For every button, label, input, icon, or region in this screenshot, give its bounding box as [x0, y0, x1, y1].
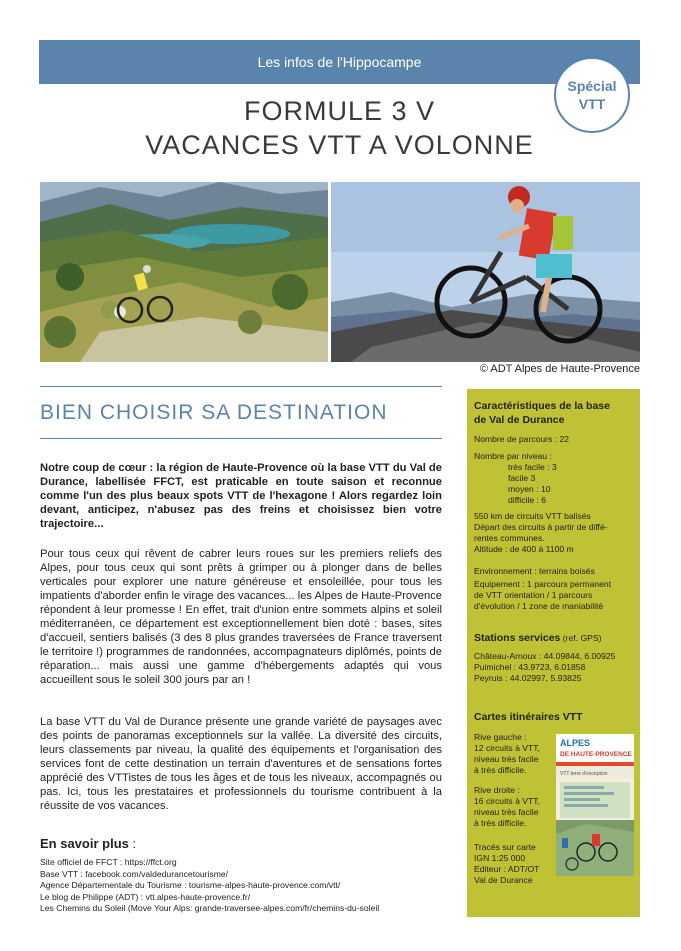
traces-line: Tracés sur carte [474, 842, 536, 852]
cartes-heading: Cartes itinéraires VTT [474, 711, 583, 723]
header-banner [39, 40, 640, 84]
station-item: Puimichel : 43.9723, 6.01858 [474, 662, 586, 672]
equipment-line-1: Equipement : 1 parcours permanent [474, 579, 612, 589]
stations-ref: (ref. GPS) [560, 633, 602, 643]
km-line-2: Départ des circuits à partir de diffé- [474, 522, 608, 532]
rider-on-rock-photo [331, 182, 640, 362]
station-item: Peyruis : 44.02997, 5.93825 [474, 673, 582, 683]
link-facebook[interactable]: Base VTT : facebook.com/valdedurancetourisme/ [40, 868, 229, 879]
more-info-colon: : [128, 836, 137, 851]
page-title-line-2: VACANCES VTT A VOLONNE [145, 130, 534, 160]
level-item: très facile : 3 [508, 462, 557, 472]
map-cover-subtitle: VTT terre d'exception [560, 771, 608, 777]
photo-credit: © ADT Alpes de Haute-Provence [479, 363, 640, 375]
traces-line: Val de Durance [474, 875, 533, 885]
rive-gauche-line: 12 circuits à VTT, [474, 743, 540, 753]
top-divider [40, 386, 442, 387]
stations-title: Stations services [474, 632, 561, 644]
levels-label: Nombre par niveau : [474, 451, 552, 461]
link-tourism-agency[interactable]: Agence Départementale du Tourisme : tourisme-alpes-haute-provence.com/vtt/ [40, 880, 341, 891]
level-item: difficile : 6 [508, 495, 547, 505]
intro-paragraph: Notre coup de cœur : la région de Haute-Provence où la base VTT du Val de Durance, labellisée FFCT, est praticable en toute saison et reconnue comme l'un des plus beaux spots VTT de l'hexagone ! Alors regardez loin devant, anticipez, n'abusez pas des freins et choisissez bien votre trajectoire... [40, 462, 442, 530]
traces-line: IGN 1:25 000 [474, 853, 526, 863]
km-line-3: rentes communes. [474, 533, 545, 543]
km-line-1: 550 km de circuits VTT balisés [474, 511, 591, 521]
link-philippe-blog[interactable]: Le blog de Philippe (ADT) : vtt.alpes-haute-provence.fr/ [40, 891, 251, 902]
sidebar-heading-line-2: de Val de Durance [474, 414, 565, 426]
more-info-title [40, 836, 136, 851]
badge-line-1: Spécial [567, 78, 617, 94]
rive-gauche-line: niveau très facile [474, 754, 539, 764]
rive-droite-line: niveau très facile [474, 807, 539, 817]
rive-droite-line: Rive droite : [474, 785, 520, 795]
link-ffct[interactable]: Site officiel de FFCT : https://ffct.org [40, 857, 177, 867]
equipment-line-3: d'évolution / 1 zone de maniabilité [474, 601, 604, 611]
stations-heading [474, 632, 601, 645]
body-paragraph-1: Pour tous ceux qui rêvent de cabrer leurs roues sur les premiers reliefs des Alpes, pour tous ceux qui sont prêts à grimper ou à plonger dans de belles verticales pour explorer une nature généreuse et ensoleillée, pour tous les impatients d'aborder enfin le virage des vacances... les Alpes de Haute-Provence répondent à leur promesse ! En effet, trait d'union entre sommets alpins et soleil méditerranéen, ce département est exceptionnellement bien doté : bases, sites d'accueil, sentiers balisés (3 des 8 plus grandes traversées de France traversent le territoire !) programmes de randonnées, accompagnateurs diplômés, points de réparation... mais aussi une gamme d'hébergements adaptés qui vous accueillent sous le soleil 300 jours par an ! [40, 548, 443, 686]
rive-droite-line: à très difficile. [474, 818, 527, 828]
level-item: facile 3 [508, 473, 536, 483]
badge-line-2: VTT [578, 96, 606, 112]
page-title-line-1: FORMULE 3 V [243, 96, 436, 126]
environment-line: Environnement : terrains boisés [474, 566, 595, 576]
landscape-cyclist-photo [40, 182, 328, 362]
section-title: BIEN CHOISIR SA DESTINATION [40, 401, 388, 424]
banner-text: Les infos de l'Hippocampe [257, 54, 422, 70]
more-info-label: En savoir plus [40, 836, 129, 851]
level-item: moyen : 10 [508, 484, 551, 494]
rive-droite-line: 16 circuits à VTT, [474, 796, 540, 806]
traces-line: Editeur : ADT/OT [474, 864, 540, 874]
bottom-divider [40, 438, 442, 439]
map-cover-brand-2: DE HAUTE-PROVENCE [560, 751, 632, 758]
sidebar-heading-line-1: Caractéristiques de la base [474, 400, 610, 412]
link-chemins-soleil[interactable]: Les Chemins du Soleil (Move Your Alps: grande-traversee-alpes.com/fr/chemins-du-soleil [40, 903, 380, 914]
map-cover-brand-1: ALPES [560, 738, 591, 748]
equipment-line-2: de VTT orientation / 1 parcours [474, 590, 593, 600]
rive-gauche-line: Rive gauche : [474, 732, 527, 742]
parcours-count: Nombre de parcours : 22 [474, 434, 570, 444]
altitude-line: Altitude : de 400 à 1100 m [474, 544, 574, 554]
map-cover-image [556, 734, 634, 876]
body-paragraph-2: La base VTT du Val de Durance présente une grande variété de paysages avec des points de panoramas exceptionnels sur la vallée. La diversité des circuits, leurs classements par niveau, la qualité des équipements et l'organisation des services font de cette destination un terrain d'aventures et de sensations fortes apprécié des VTTistes de tous les âges et de tous les niveaux, accompagnés ou pas. Ici, tous les prestataires et professionnels du tourisme contribuent à la réussite de vos vacances. [40, 716, 442, 812]
links-list [40, 857, 379, 915]
station-item: Château-Arnoux : 44.09844, 6.00925 [474, 651, 616, 661]
rive-gauche-line: à très difficile. [474, 765, 527, 775]
